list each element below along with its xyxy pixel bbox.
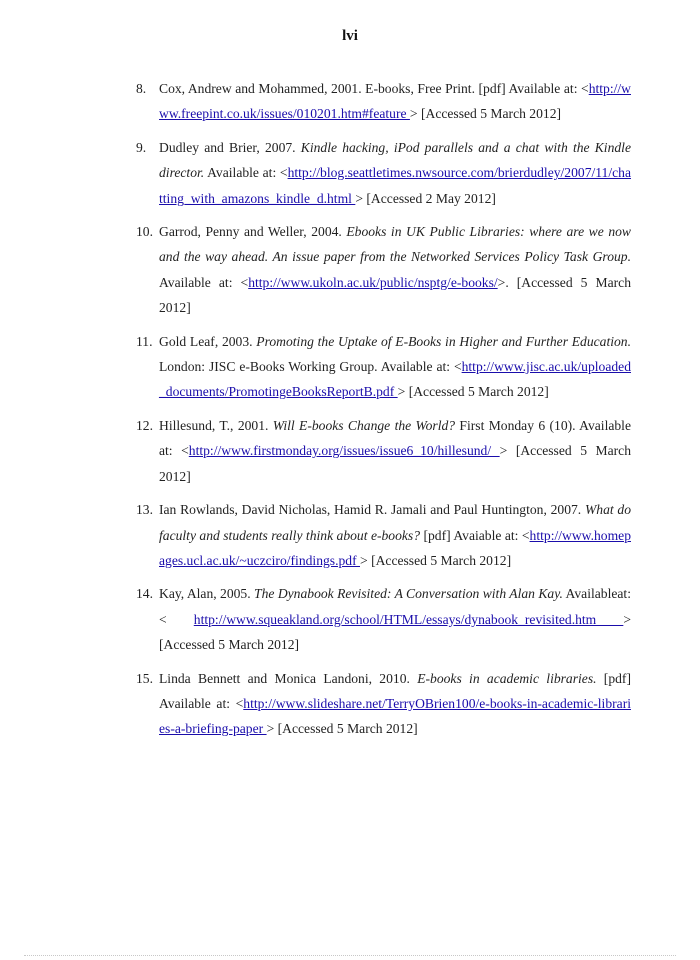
reference-number: 11. [136, 333, 153, 349]
reference-availability: First Monday 6 (10). Available at: < [159, 417, 631, 459]
reference-title: Promoting the Uptake of E-Books in Higher and Further Education. [256, 333, 631, 349]
reference-authors: Garrod, Penny and Weller, 2004. [159, 224, 347, 240]
reference-availability: London: JISC e-Books Working Group. Available at: < [159, 359, 462, 375]
reference-authors: Kay, Alan, 2005. [159, 586, 255, 602]
reference-accessed: > [Accessed 5 March 2012] [397, 384, 549, 400]
reference-number: 12. [136, 417, 153, 433]
reference-item [136, 666, 631, 742]
reference-title: Will E-books Change the World? [272, 417, 456, 433]
reference-authors: Hillesund, T., 2001. [159, 417, 273, 433]
reference-authors: Cox, Andrew and Mohammed, 2001. E-books, Free Print. [pdf] Available at: < [159, 81, 589, 96]
reference-link[interactable]: http://www.jisc.ac.uk/uploaded_documents/PromotingeBooksReportB.pdf [159, 359, 631, 400]
reference-accessed: > [Accessed 5 March 2012] [159, 611, 631, 653]
reference-link[interactable]: http://www.ukoln.ac.uk/public/nsptg/e-books/ [248, 274, 498, 290]
reference-accessed: >. [Accessed 5 March 2012] [159, 274, 632, 316]
reference-availability: Availableat:< [159, 586, 631, 627]
reference-link[interactable]: http://www.slideshare.net/TerryOBrien100/e-books-in-academic-libraries-a-briefing-paper [159, 695, 631, 737]
reference-number: 8. [136, 81, 147, 96]
reference-link[interactable]: http://blog.seattletimes.nwsource.com/brierdudley/2007/11/chatting_with_amazons_kindle_d.html [159, 165, 631, 206]
reference-number: 15. [136, 670, 153, 686]
reference-availability: Available at: < [204, 165, 288, 181]
reference-link[interactable]: http://www.freepint.co.uk/issues/010201.htm#feature [159, 81, 631, 122]
reference-number: 10. [136, 224, 153, 240]
reference-title: The Dynabook Revisited: A Conversation with Alan Kay. [254, 586, 563, 602]
page-number: lvi [342, 28, 358, 44]
page-bottom-divider [24, 955, 676, 956]
reference-title: E-books in academic libraries. [417, 670, 597, 686]
reference-item [136, 581, 631, 657]
reference-accessed: > [Accessed 5 March 2012] [266, 721, 418, 737]
reference-authors: Ian Rowlands, David Nicholas, Hamid R. Jamali and Paul Huntington, 2007. [159, 502, 585, 518]
reference-availability: Available at: < [159, 274, 249, 290]
reference-authors: Dudley and Brier, 2007. [159, 139, 301, 155]
reference-link[interactable]: http://www.homepages.ucl.ac.uk/~uczciro/findings.pdf [159, 527, 631, 568]
reference-link[interactable]: http://www.firstmonday.org/issues/issue6_10/hillesund/ [188, 443, 500, 459]
reference-authors: Linda Bennett and Monica Landoni, 2010. [159, 670, 418, 686]
reference-list [136, 76, 631, 750]
reference-number: 9. [136, 139, 147, 155]
reference-number: 14. [136, 586, 153, 602]
reference-item [136, 219, 631, 321]
reference-authors: Gold Leaf, 2003. [159, 333, 257, 349]
reference-item [136, 329, 631, 405]
reference-accessed: > [Accessed 5 March 2012] [409, 106, 562, 122]
reference-accessed: > [Accessed 5 March 2012] [360, 552, 512, 568]
reference-availability: [pdf] Available at: < [159, 670, 631, 711]
reference-item [136, 413, 631, 489]
reference-availability: [pdf] Avaiable at: < [420, 527, 530, 543]
reference-title: Kindle hacking, iPod parallels and a chat with the Kindle director. [159, 139, 631, 181]
reference-item [136, 135, 631, 211]
reference-accessed: > [Accessed 2 May 2012] [355, 190, 496, 206]
reference-accessed: > [Accessed 5 March 2012] [159, 443, 631, 484]
reference-link[interactable]: http://www.squeakland.org/school/HTML/essays/dynabook_revisited.htm [193, 611, 624, 627]
reference-item [136, 497, 631, 573]
reference-title: What do faculty and students really think about e-books? [159, 502, 631, 543]
reference-title: Ebooks in UK Public Libraries: where are we now and the way ahead. An issue paper from the Networked Services Policy Task Group. [159, 224, 631, 265]
reference-item [136, 76, 631, 127]
reference-number: 13. [136, 502, 153, 518]
